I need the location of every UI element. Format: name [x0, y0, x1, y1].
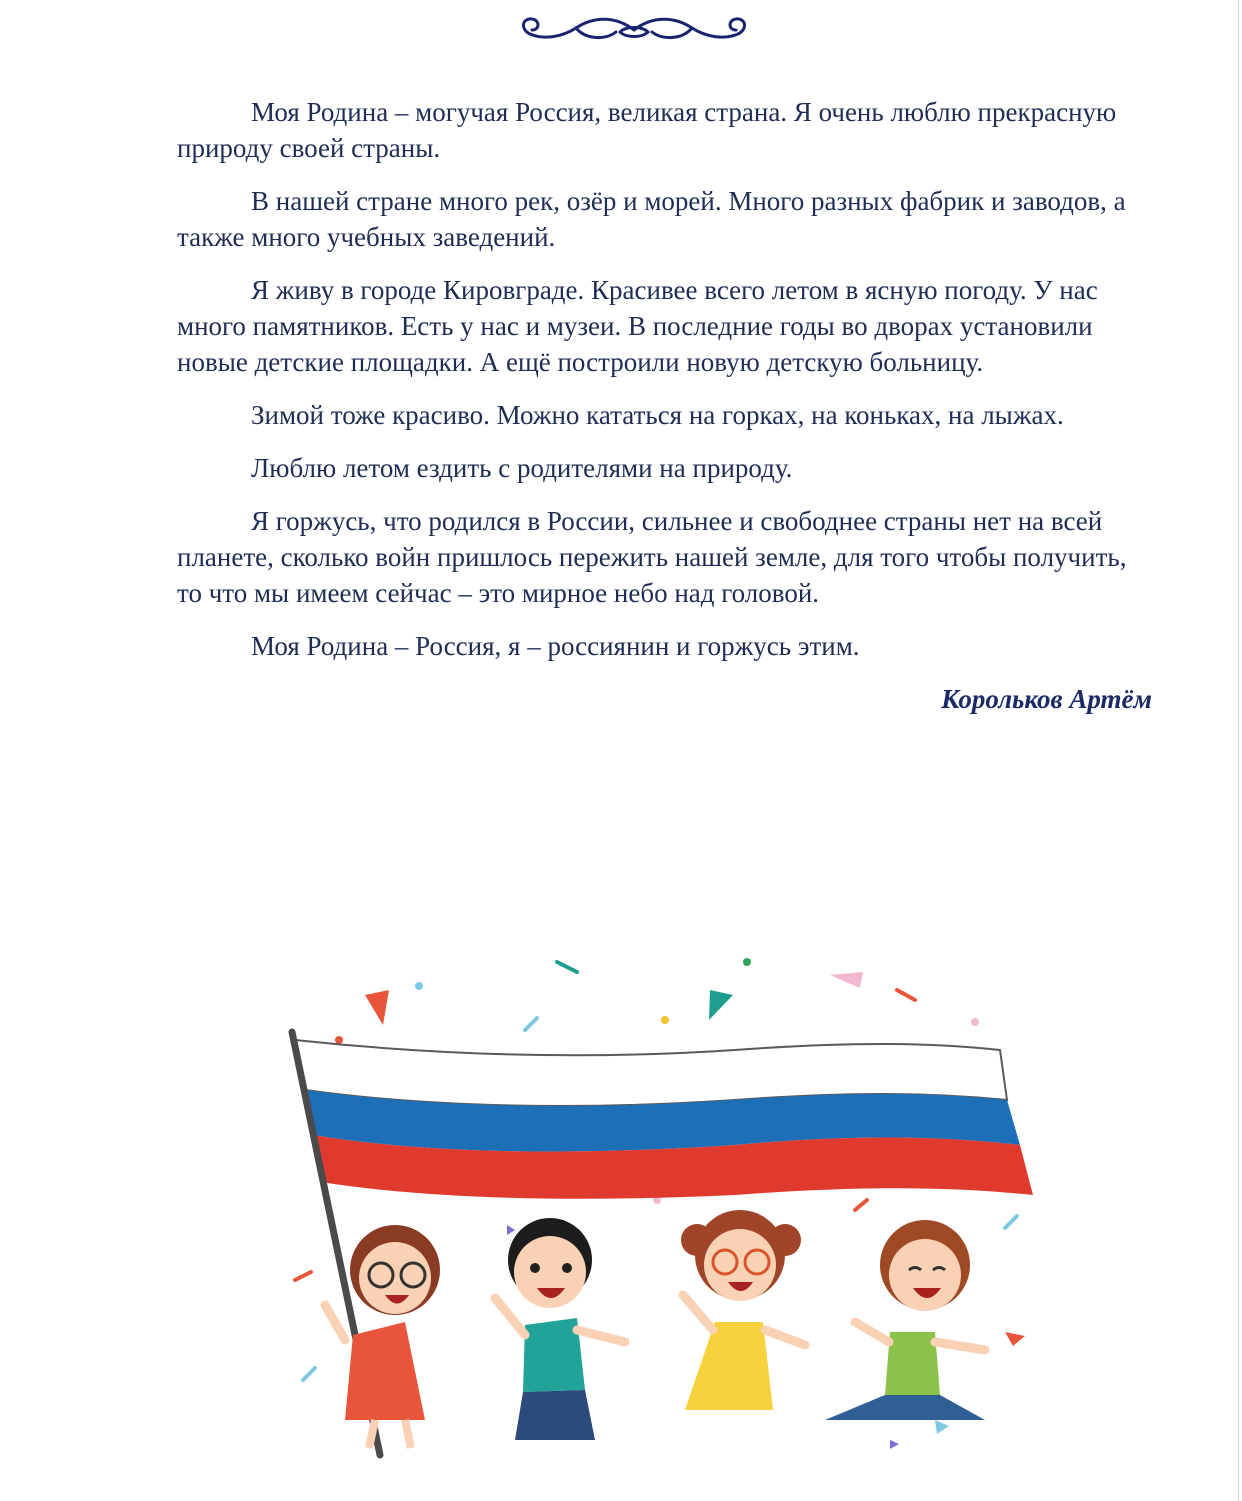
paragraph: В нашей стране много рек, озёр и морей. Много разных фабрик и заводов, а также много учебных заведений. [177, 186, 1126, 252]
children-flag-illustration [285, 950, 1045, 1470]
paragraph: Я живу в городе Кировграде. Красивее всего летом в ясную погоду. У нас много памятников. Есть у нас и музеи. В последние годы во дворах установили новые детские площадки. А ещё построили новую детскую больницу. [177, 275, 1098, 377]
child-boy-green-shirt [825, 1220, 985, 1420]
child-boy-dark-hair [495, 1218, 625, 1440]
ornament-flourish-icon [516, 10, 752, 48]
paragraph: Люблю летом ездить с родителями на природу. [251, 453, 793, 483]
paragraph: Моя Родина – Россия, я – россиянин и горжусь этим. [251, 631, 860, 661]
essay-text [177, 94, 1152, 717]
child-girl-yellow-dress [681, 1210, 805, 1410]
author-signature: Корольков Артём [941, 684, 1152, 714]
paragraph: Моя Родина – могучая Россия, великая страна. Я очень люблю прекрасную природу своей страны. [177, 97, 1117, 163]
paragraph: Зимой тоже красиво. Можно кататься на горках, на коньках, на лыжах. [251, 400, 1064, 430]
paragraph: Я горжусь, что родился в России, сильнее и свободнее страны нет на всей планете, сколько войн пришлось пережить нашей земле, для того чтобы получить, то что мы имеем сейчас – это мирное небо над головой. [177, 506, 1127, 608]
